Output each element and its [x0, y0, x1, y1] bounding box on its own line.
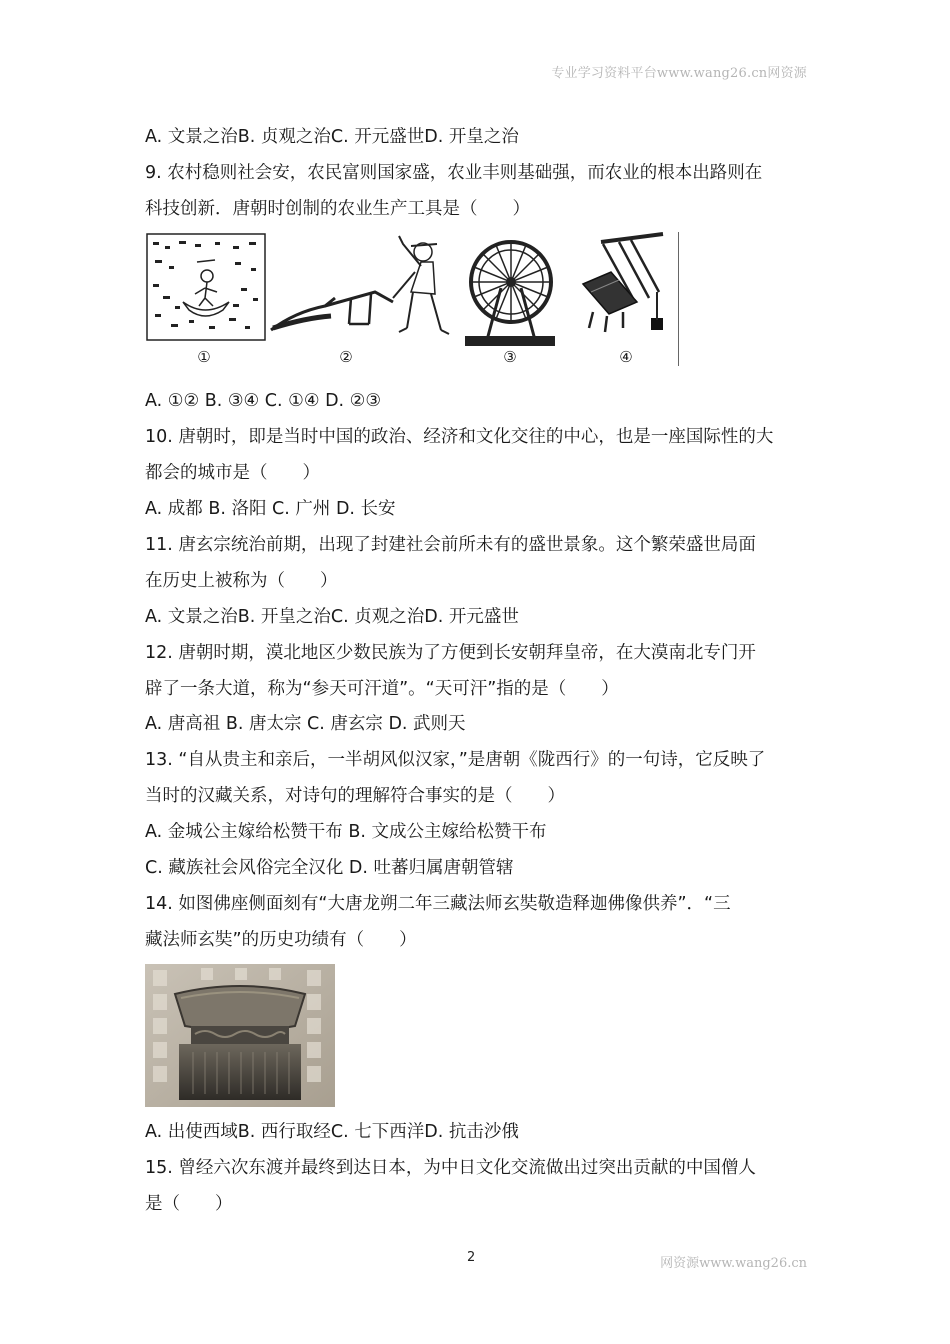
- figure-divider: [678, 232, 679, 366]
- page-number: 2: [467, 1250, 476, 1265]
- page-header-watermark: 专业学习资料平台www.wang26.cn网资源: [551, 66, 807, 81]
- q14-buddha-pedestal-photo: [145, 964, 335, 1107]
- q13-stem-line1: 13. “自从贵主和亲后，一半胡风似汉家，”是唐朝《陇西行》的一句诗，它反映了: [145, 750, 766, 770]
- q11-stem-line2: 在历史上被称为（ ）: [145, 571, 338, 591]
- q11-stem-line1: 11. 唐玄宗统治前期，出现了封建社会前所未有的盛世景象。这个繁荣盛世局面: [145, 535, 756, 555]
- q12-options: A. 唐高祖 B. 唐太宗 C. 唐玄宗 D. 武则天: [145, 714, 466, 734]
- q9-stem-line2: 科技创新．唐朝时创制的农业生产工具是（ ）: [145, 199, 530, 219]
- q10-stem-line1: 10. 唐朝时，即是当时中国的政治、经济和文化交往的中心，也是一座国际性的大: [145, 427, 774, 447]
- figure-3-caption: ③: [503, 348, 517, 366]
- q14-options: A. 出使西域B. 西行取经C. 七下西洋D. 抗击沙俄: [145, 1122, 519, 1142]
- q9-options: A. ①② B. ③④ C. ①④ D. ②③: [145, 391, 382, 411]
- q12-stem-line1: 12. 唐朝时期，漠北地区少数民族为了方便到长安朝拜皇帝，在大漠南北专门开: [145, 643, 756, 663]
- figure-4-caption: ④: [619, 348, 633, 366]
- q13-options-cd: C. 藏族社会风俗完全汉化 D. 吐蕃归属唐朝管辖: [145, 858, 514, 878]
- figure-1-caption: ①: [197, 348, 211, 366]
- q14-stem-line2: 藏法师玄奘”的历史功绩有（ ）: [145, 930, 417, 950]
- figure-2-caption: ②: [339, 348, 353, 366]
- q11-options: A. 文景之治B. 开皇之治C. 贞观之治D. 开元盛世: [145, 607, 519, 627]
- q9-stem-line1: 9. 农村稳则社会安，农民富则国家盛，农业丰则基础强，而农业的根本出路则在: [145, 163, 763, 183]
- q12-stem-line2: 辟了一条大道，称为“参天可汗道”。“天可汗”指的是（ ）: [145, 679, 619, 699]
- page-footer-watermark: 网资源www.wang26.cn: [660, 1256, 807, 1271]
- q15-stem-line2: 是（ ）: [145, 1194, 233, 1214]
- q15-stem-line1: 15. 曾经六次东渡并最终到达日本，为中日文化交流做出过突出贡献的中国僧人: [145, 1158, 756, 1178]
- q10-stem-line2: 都会的城市是（ ）: [145, 463, 320, 483]
- q13-stem-line2: 当时的汉藏关系，对诗句的理解符合事实的是（ ）: [145, 786, 565, 806]
- q10-options: A. 成都 B. 洛阳 C. 广州 D. 长安: [145, 499, 396, 519]
- q14-stem-line1: 14. 如图佛座侧面刻有“大唐龙朔二年三藏法师玄奘敬造释迦佛像供养”．“三: [145, 894, 731, 914]
- q13-options-ab: A. 金城公主嫁给松赞干布 B. 文成公主嫁给松赞干布: [145, 822, 547, 842]
- q9-figure: [145, 232, 685, 368]
- q8-options: A. 文景之治B. 贞观之治C. 开元盛世D. 开皇之治: [145, 127, 519, 147]
